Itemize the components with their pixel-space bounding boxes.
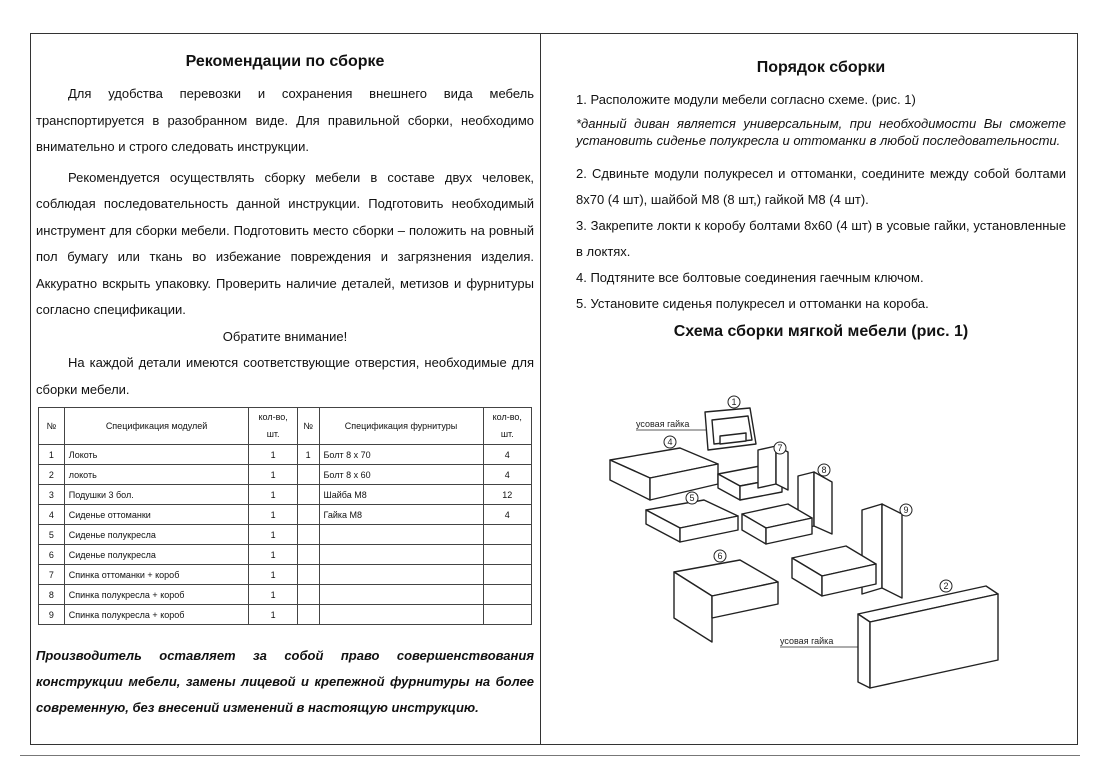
step-4: 4. Подтяните все болтовые соединения гаечным ключом. bbox=[576, 270, 924, 285]
cell-module: Спинка полукресла + короб bbox=[64, 585, 249, 605]
callout-1 bbox=[728, 396, 740, 408]
cell-hardware: Шайба М8 bbox=[319, 485, 483, 505]
module-4-ottoman-seat bbox=[610, 448, 718, 500]
right-title: Порядок сборки bbox=[756, 59, 886, 76]
cell-qty-module: 1 bbox=[249, 525, 297, 545]
cell-qty-module: 1 bbox=[249, 545, 297, 565]
universal-note: *данный диван является универсальным, при необходимости Вы сможете установить сиденье полукресла и оттоманки в любой последовательности. bbox=[576, 116, 1066, 148]
svg-text:8: 8 bbox=[821, 465, 827, 475]
column-divider bbox=[540, 33, 541, 745]
cell-no-hardware bbox=[297, 565, 319, 585]
svg-text:7: 7 bbox=[777, 443, 783, 453]
svg-text:5: 5 bbox=[689, 493, 695, 503]
scheme-title: Схема сборки мягкой мебели (рис. 1) bbox=[673, 323, 969, 340]
table-row bbox=[39, 445, 532, 465]
cell-module: Локоть bbox=[64, 445, 249, 465]
module-7-box bbox=[718, 446, 788, 500]
cell-no: 7 bbox=[39, 565, 65, 585]
cell-qty-module: 1 bbox=[249, 445, 297, 465]
svg-text:9: 9 bbox=[903, 505, 909, 515]
cell-hardware: Гайка М8 bbox=[319, 505, 483, 525]
left-column bbox=[36, 33, 534, 745]
table-body bbox=[39, 445, 532, 625]
cell-qty-hardware bbox=[483, 605, 532, 625]
left-title: Рекомендации по сборке bbox=[185, 53, 385, 70]
cell-qty-module: 1 bbox=[249, 465, 297, 485]
cell-no-hardware bbox=[297, 505, 319, 525]
bottom-rule bbox=[20, 755, 1080, 756]
cell-qty-hardware: 4 bbox=[483, 445, 532, 465]
module-2-armrest bbox=[858, 586, 998, 688]
cell-module: Сиденье полукресла bbox=[64, 525, 249, 545]
cell-qty-module: 1 bbox=[249, 505, 297, 525]
cell-hardware bbox=[319, 565, 483, 585]
cell-hardware bbox=[319, 605, 483, 625]
attention-heading: Обратите внимание! bbox=[222, 328, 348, 344]
holes-paragraph: На каждой детали имеются соответствующие отверстия, необходимые для сборки мебели. bbox=[36, 355, 534, 397]
cell-no: 5 bbox=[39, 525, 65, 545]
cell-no: 2 bbox=[39, 465, 65, 485]
table-row bbox=[39, 525, 532, 545]
cell-qty-module: 1 bbox=[249, 565, 297, 585]
callout-8 bbox=[818, 464, 830, 476]
table-row bbox=[39, 605, 532, 625]
manufacturer-notice: Производитель оставляет за собой право совершенствования конструкции мебели, замены лицевой и крепежной фурнитуры на более современную, без внесений изменений в настоящую инструкцию. bbox=[36, 648, 534, 715]
cell-module: Сиденье оттоманки bbox=[64, 505, 249, 525]
cell-qty-hardware: 4 bbox=[483, 505, 532, 525]
cell-hardware bbox=[319, 585, 483, 605]
table-header-row bbox=[39, 408, 532, 445]
svg-text:6: 6 bbox=[717, 551, 723, 561]
cell-no: 6 bbox=[39, 545, 65, 565]
header-no: № bbox=[39, 408, 65, 445]
cell-no: 4 bbox=[39, 505, 65, 525]
cell-no-hardware bbox=[297, 605, 319, 625]
cell-qty-module: 1 bbox=[249, 485, 297, 505]
module-5-seat bbox=[646, 500, 738, 542]
cell-no: 1 bbox=[39, 445, 65, 465]
cell-hardware: Болт 8 х 70 bbox=[319, 445, 483, 465]
cell-qty-hardware bbox=[483, 565, 532, 585]
header-qty-hardware: кол-во, шт. bbox=[483, 408, 532, 445]
cell-hardware bbox=[319, 525, 483, 545]
cell-qty-hardware bbox=[483, 525, 532, 545]
label-nut-bottom: усовая гайка bbox=[780, 636, 834, 646]
callout-2 bbox=[940, 580, 952, 592]
svg-text:4: 4 bbox=[667, 437, 673, 447]
cell-no-hardware bbox=[297, 585, 319, 605]
callout-6 bbox=[714, 550, 726, 562]
cell-qty-hardware: 12 bbox=[483, 485, 532, 505]
header-qty-modules: кол-во, шт. bbox=[249, 408, 297, 445]
cell-qty-module: 1 bbox=[249, 585, 297, 605]
header-modules: Спецификация модулей bbox=[64, 408, 249, 445]
cell-no-hardware bbox=[297, 545, 319, 565]
cell-no-hardware bbox=[297, 525, 319, 545]
cell-no-hardware: 1 bbox=[297, 445, 319, 465]
cell-no: 9 bbox=[39, 605, 65, 625]
intro-paragraph: Для удобства перевозки и сохранения внешнего вида мебель транспортируется в разобранном виде. Для правильной сборки, необходимо внимательно и строго следовать инструкции. bbox=[36, 86, 534, 154]
assembly-diagram bbox=[600, 392, 1020, 692]
cell-module: Подушки 3 бол. bbox=[64, 485, 249, 505]
module-1-pillows bbox=[705, 408, 756, 450]
table-row bbox=[39, 465, 532, 485]
cell-no-hardware bbox=[297, 485, 319, 505]
step-1: 1. Расположите модули мебели согласно схеме. (рис. 1) bbox=[576, 92, 916, 107]
svg-text:1: 1 bbox=[731, 397, 737, 407]
cell-qty-hardware bbox=[483, 585, 532, 605]
cell-module: Спинка полукресла + короб bbox=[64, 605, 249, 625]
cell-qty-hardware bbox=[483, 545, 532, 565]
table-row bbox=[39, 585, 532, 605]
callout-9 bbox=[900, 504, 912, 516]
cell-qty-module: 1 bbox=[249, 605, 297, 625]
table-row bbox=[39, 545, 532, 565]
step-2: 2. Сдвиньте модули полукресел и оттоманки, соедините между собой болтами 8х70 (4 шт), шайбой М8 (8 шт,) гайкой М8 (4 шт). bbox=[576, 166, 1066, 207]
cell-module: локоть bbox=[64, 465, 249, 485]
header-hardware: Спецификация фурнитуры bbox=[319, 408, 483, 445]
cell-hardware bbox=[319, 545, 483, 565]
header-no-hardware: № bbox=[297, 408, 319, 445]
module-6-seat bbox=[674, 560, 778, 642]
cell-hardware: Болт 8 х 60 bbox=[319, 465, 483, 485]
cell-module: Сиденье полукресла bbox=[64, 545, 249, 565]
callout-4 bbox=[664, 436, 676, 448]
callout-5 bbox=[686, 492, 698, 504]
table-row bbox=[39, 485, 532, 505]
cell-qty-hardware: 4 bbox=[483, 465, 532, 485]
step-5: 5. Установите сиденья полукресел и оттоманки на короба. bbox=[576, 296, 929, 311]
cell-no: 8 bbox=[39, 585, 65, 605]
step-3: 3. Закрепите локти к коробу болтами 8х60 (4 шт) в усовые гайки, установленные в локтях. bbox=[576, 218, 1066, 259]
cell-no: 3 bbox=[39, 485, 65, 505]
callout-7 bbox=[774, 442, 786, 454]
table-row bbox=[39, 565, 532, 585]
label-nut-top: усовая гайка bbox=[636, 419, 690, 429]
recommendation-paragraph: Рекомендуется осуществлять сборку мебели в составе двух человек, соблюдая последовательность данной инструкции. Подготовить необходимый инструмент для сборки мебели. Подготовить место сборки – положить на ровный пол бумагу или ткань во избежание повреждения и загрязнения изделия. Аккуратно вскрыть упаковку. Проверить наличие деталей, метизов и фурнитуры согласно спецификации. bbox=[36, 169, 534, 317]
specification-table bbox=[38, 407, 532, 625]
svg-text:2: 2 bbox=[943, 581, 949, 591]
cell-no-hardware bbox=[297, 465, 319, 485]
cell-module: Спинка оттоманки + короб bbox=[64, 565, 249, 585]
table-row bbox=[39, 505, 532, 525]
